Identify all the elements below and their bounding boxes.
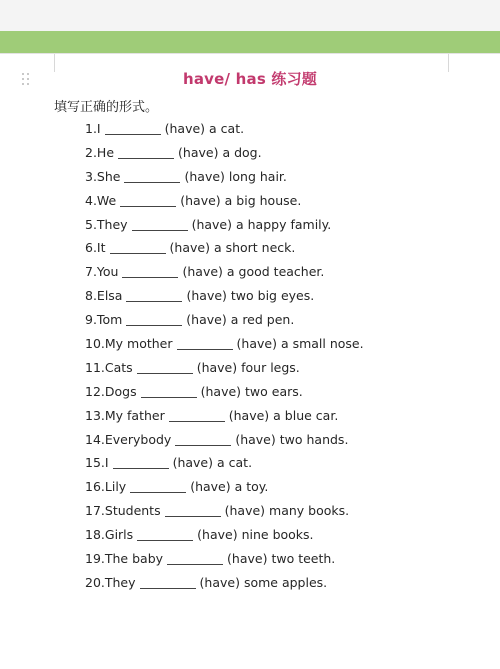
question-rest: a blue car. — [273, 407, 339, 423]
question-subject: 7.You — [85, 264, 119, 280]
question-item — [85, 356, 364, 380]
question-item — [85, 284, 364, 308]
answer-blank[interactable] — [140, 587, 196, 589]
verb-hint: (have) — [184, 168, 225, 184]
verb-hint: (have) — [197, 527, 238, 543]
question-item — [85, 260, 364, 284]
verb-hint: (have) — [199, 574, 240, 590]
question-item — [85, 475, 364, 499]
answer-blank[interactable] — [137, 372, 193, 374]
question-rest: a happy family. — [236, 216, 332, 232]
answer-blank[interactable] — [132, 229, 188, 231]
document-title: have/ has 练习题 — [182, 70, 317, 88]
question-item — [85, 547, 364, 571]
verb-hint: (have) — [164, 121, 206, 136]
question-subject: 12.Dogs — [85, 383, 137, 399]
header-bar — [0, 31, 500, 53]
question-item — [85, 213, 364, 237]
verb-hint: (have) — [191, 216, 233, 232]
top-toolbar-strip — [0, 0, 500, 31]
question-item — [85, 523, 364, 547]
question-item — [85, 380, 364, 404]
question-subject: 16.Lily — [85, 479, 127, 495]
question-rest: two teeth. — [271, 551, 336, 567]
answer-blank[interactable] — [122, 276, 178, 278]
question-subject: 4.We — [85, 192, 117, 208]
question-rest: a short neck. — [213, 240, 296, 256]
question-rest: a dog. — [222, 144, 262, 160]
question-rest: some apples. — [243, 574, 328, 590]
question-item — [85, 499, 364, 523]
answer-blank[interactable] — [126, 300, 182, 302]
answer-blank[interactable] — [137, 539, 193, 541]
answer-blank[interactable] — [141, 396, 197, 398]
question-rest: two ears. — [245, 383, 303, 399]
question-subject: 20.They — [85, 574, 136, 590]
question-subject: 1.I — [85, 121, 101, 136]
question-rest: a cat. — [209, 121, 245, 136]
verb-hint: (have) — [200, 383, 242, 399]
question-subject: 9.Tom — [85, 312, 123, 328]
question-rest: long hair. — [228, 168, 287, 184]
question-rest: many books. — [269, 503, 350, 519]
question-subject: 8.Elsa — [85, 288, 123, 304]
question-subject: 14.Everybody — [85, 431, 172, 447]
question-subject: 6.It — [85, 240, 106, 256]
answer-blank[interactable] — [177, 348, 233, 350]
answer-blank[interactable] — [120, 205, 176, 207]
question-item — [85, 189, 364, 213]
answer-blank[interactable] — [110, 252, 166, 254]
question-rest: two hands. — [279, 431, 349, 447]
answer-blank[interactable] — [167, 563, 223, 565]
question-item — [85, 332, 364, 356]
question-rest: a cat. — [217, 455, 253, 471]
question-item — [85, 308, 364, 332]
verb-hint: (have) — [172, 455, 214, 471]
verb-hint: (have) — [196, 359, 238, 375]
answer-blank[interactable] — [175, 444, 231, 446]
question-item — [85, 428, 364, 452]
question-rest: a big house. — [224, 192, 302, 208]
question-item — [85, 236, 364, 260]
verb-hint: (have) — [186, 288, 227, 304]
answer-blank[interactable] — [113, 467, 169, 469]
instruction-text: 填写正确的形式。 — [54, 100, 159, 115]
verb-hint: (have) — [186, 312, 227, 328]
question-rest: a small nose. — [280, 336, 364, 352]
verb-hint: (have) — [190, 479, 231, 495]
verb-hint: (have) — [236, 336, 277, 352]
question-item — [85, 141, 364, 165]
question-subject: 17.Students — [85, 503, 161, 519]
answer-blank[interactable] — [126, 324, 182, 326]
question-item — [85, 117, 364, 141]
question-subject: 18.Girls — [85, 527, 134, 543]
answer-blank[interactable] — [124, 181, 180, 183]
verb-hint: (have) — [235, 431, 276, 447]
question-list — [85, 117, 364, 595]
answer-blank[interactable] — [130, 491, 186, 493]
page-top-border — [0, 53, 500, 54]
question-subject: 15.I — [85, 455, 109, 471]
question-item — [85, 451, 364, 475]
question-subject: 11.Cats — [85, 359, 133, 375]
question-rest: a toy. — [234, 479, 269, 495]
question-subject: 2.He — [85, 144, 115, 160]
question-rest: two big eyes. — [230, 288, 315, 304]
verb-hint: (have) — [227, 551, 268, 567]
question-subject: 13.My father — [85, 407, 165, 423]
answer-blank[interactable] — [165, 515, 221, 517]
question-rest: nine books. — [241, 527, 314, 543]
question-item — [85, 571, 364, 595]
answer-blank[interactable] — [105, 133, 161, 135]
verb-hint: (have) — [182, 264, 223, 280]
verb-hint: (have) — [228, 407, 270, 423]
answer-blank[interactable] — [169, 420, 225, 422]
verb-hint: (have) — [178, 144, 219, 160]
verb-hint: (have) — [224, 503, 266, 519]
verb-hint: (have) — [169, 240, 210, 256]
question-subject: 3.She — [85, 168, 121, 184]
question-item — [85, 404, 364, 428]
question-rest: four legs. — [241, 359, 300, 375]
verb-hint: (have) — [180, 192, 221, 208]
question-rest: a red pen. — [230, 312, 295, 328]
question-subject: 10.My mother — [85, 336, 173, 352]
question-subject: 19.The baby — [85, 551, 164, 567]
answer-blank[interactable] — [118, 157, 174, 159]
question-rest: a good teacher. — [226, 264, 325, 280]
question-item — [85, 165, 364, 189]
question-subject: 5.They — [85, 216, 128, 232]
